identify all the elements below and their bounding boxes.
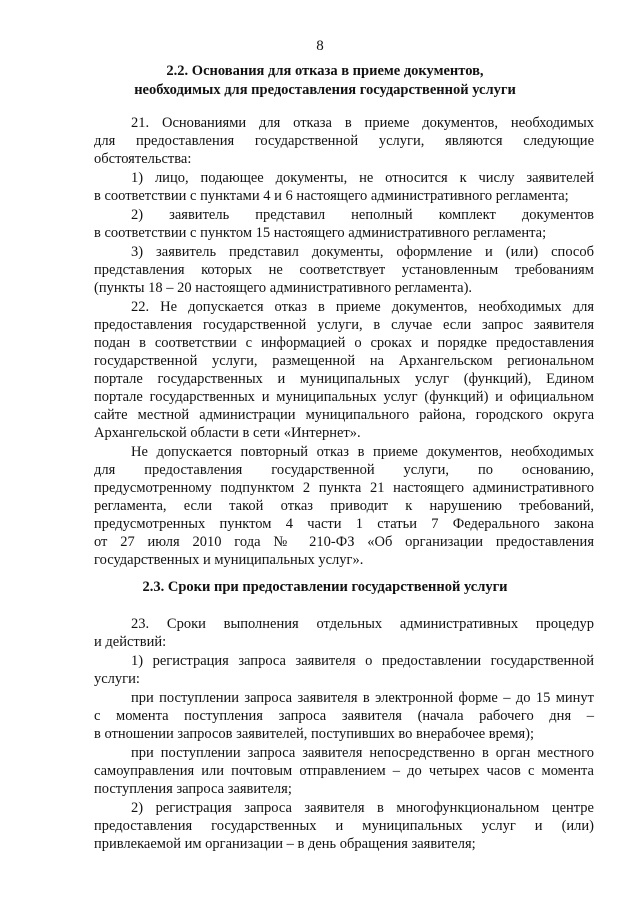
p22b-line-1: Не допускается повторный отказ в приеме документов, необходимых bbox=[131, 444, 594, 460]
p22b-line-2: для предоставления государственной услуги, по основанию, bbox=[94, 462, 594, 478]
p21-line-2: для предоставления государственной услуги, являются следующие bbox=[94, 133, 594, 149]
p23-item1b-line-2: самоуправления или почтовым отправлением – до четырех часов с момента bbox=[94, 763, 594, 779]
p22-line-7: сайте местной администрации муниципального района, городского округа bbox=[94, 407, 594, 423]
p22b-line-7: государственных и муниципальных услуг». bbox=[94, 552, 364, 568]
page-number: 8 bbox=[316, 38, 324, 54]
p23-item1a-line-3: в отношении запросов заявителей, поступивших во внерабочее время); bbox=[94, 726, 535, 742]
p23-line-2: и действий: bbox=[94, 634, 167, 650]
p22-line-6: портале государственных и муниципальных услуг (функций) и официальном bbox=[94, 389, 594, 405]
p23-item2-line-1: 2) регистрация запроса заявителя в многофункциональном центре bbox=[131, 800, 594, 816]
p23-item1-line-1: 1) регистрация запроса заявителя о предоставлении государственной bbox=[131, 653, 594, 669]
p21-item2-line-2: в соответствии с пунктом 15 настоящего административного регламента; bbox=[94, 225, 547, 241]
p22-line-5: портале государственных и муниципальных услуг (функций), Едином bbox=[94, 371, 594, 387]
p21-item3-line-1: 3) заявитель представил документы, оформление и (или) способ bbox=[131, 244, 594, 260]
p21-item3-line-3: (пункты 18 – 20 настоящего административного регламента). bbox=[94, 280, 473, 296]
p23-item2-line-3: привлекаемой им организации – в день обращения заявителя; bbox=[94, 836, 476, 852]
section-2-2-title-line-1: 2.2. Основания для отказа в приеме документов, bbox=[166, 63, 484, 79]
p22-line-1: 22. Не допускается отказ в приеме документов, необходимых для bbox=[131, 299, 594, 315]
p22-line-8: Архангельской области в сети «Интернет». bbox=[94, 425, 361, 441]
p22b-line-6: от 27 июля 2010 года № 210-ФЗ «Об организации предоставления bbox=[94, 534, 594, 550]
p22-line-2: предоставления государственной услуги, в случае если запрос заявителя bbox=[94, 317, 594, 333]
p22-line-4: государственной услуги, размещенной на Архангельском региональном bbox=[94, 353, 594, 369]
section-2-2-title-line-2: необходимых для предоставления государственной услуги bbox=[134, 82, 516, 98]
p22b-line-3: предусмотренному подпунктом 2 пункта 21 настоящего административного bbox=[94, 480, 594, 496]
section-2-3-heading bbox=[60, 578, 590, 597]
p21-item1-line-2: в соответствии с пунктами 4 и 6 настоящего административного регламента; bbox=[94, 188, 569, 204]
section-2-2-heading bbox=[60, 62, 590, 100]
p23-item1a-line-1: при поступлении запроса заявителя в электронной форме – до 15 минут bbox=[131, 690, 594, 706]
p22b-line-4: регламента, если такой отказ приводит к нарушению требований, bbox=[94, 498, 594, 514]
p23-item2-line-2: предоставления государственных и муниципальных услуг и (или) bbox=[94, 818, 594, 834]
section-2-3-title: 2.3. Сроки при предоставлении государственной услуги bbox=[142, 579, 508, 595]
p22-line-3: подан в соответствии с информацией о сроках и порядке предоставления bbox=[94, 335, 594, 351]
p23-line-1: 23. Сроки выполнения отдельных административных процедур bbox=[131, 616, 594, 632]
p21-line-1: 21. Основаниями для отказа в приеме документов, необходимых bbox=[131, 115, 594, 131]
p23-item1b-line-1: при поступлении запроса заявителя непосредственно в орган местного bbox=[131, 745, 594, 761]
p23-item1a-line-2: с момента поступления запроса заявителя (начала рабочего дня – bbox=[94, 708, 594, 724]
p23-item1b-line-3: поступления запроса заявителя; bbox=[94, 781, 292, 797]
p21-item2-line-1: 2) заявитель представил неполный комплект документов bbox=[131, 207, 594, 223]
p23-item1-line-2: услуги: bbox=[94, 671, 140, 687]
p21-item3-line-2: представления которых не соответствует установленным требованиям bbox=[94, 262, 594, 278]
p21-item1-line-1: 1) лицо, подающее документы, не относится к числу заявителей bbox=[131, 170, 594, 186]
p22b-line-5: предусмотренных пунктом 4 части 1 статьи 7 Федерального закона bbox=[94, 516, 594, 532]
p21-line-3: обстоятельства: bbox=[94, 151, 192, 167]
